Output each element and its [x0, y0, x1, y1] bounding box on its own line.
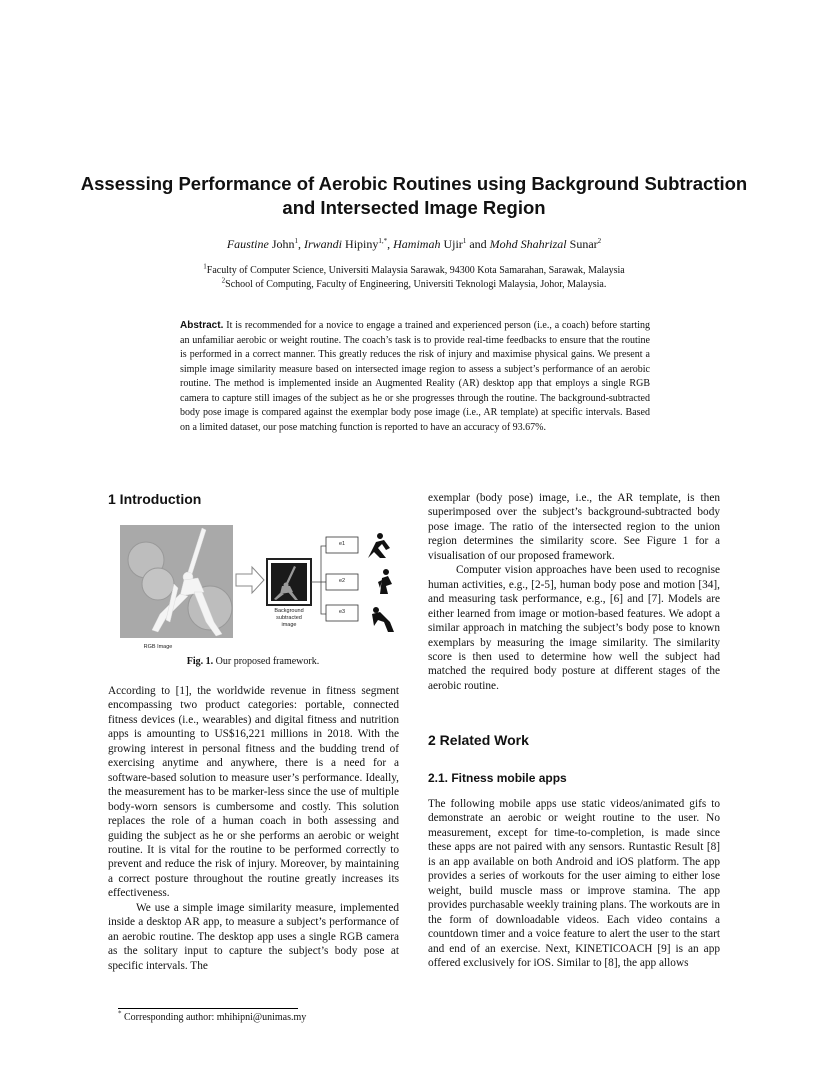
abstract-text: It is recommended for a novice to engage a trained and experienced person (i.e., a coach) before starting an unfamiliar aerobic or weight routine. The coach’s task is to provide real-time feedbacks to ensure that the routine is performed in a correct manner. This greatly reduces the risk of injury and maximise physical gains. We present a simple image similarity measure based on intersected image region to assess a subject’s performance of an aerobic routine. The method is implemented inside an Augmented Reality (AR) desktop app that employs a single RGB camera to capture still images of the subject as he or she progresses through the routine. The background-subtracted body pose image is compared against the exemplar body pose image (i.e., AR template) at specific intervals. Based on a limited dataset, our pose matching function is reported to have an accuracy of 93.67%. [180, 320, 651, 433]
section-heading-related-work: 2 Related Work [428, 732, 529, 748]
paragraph: exemplar (body pose) image, i.e., the AR template, is then superimposed over the subject’s background-subtracted body pose image. The ratio of the intersected region to the union region determines the similarity score. See Figure 1 for a visualisation of our proposed framework. [428, 492, 720, 562]
author-separator: and [466, 237, 490, 251]
paragraph: The following mobile apps use static videos/animated gifs to demonstrate an aerobic or weight routine to the user. No measurement, except for time-to-completion, is made since these apps are not paired with any sensors. Runtastic Result [8] is an app available on both Android and iOS platform. The app provides a series of workouts for the user aiming to either lose weight, build muscle mass or improve stamina. The app provides purchasable weekly training plans. The workouts are in the form of downloadable videos. Each video contains a countdown timer and a voice feature to alert the user to the start and end of an exercise. Next, KINETICOACH [9] is an app offered exclusively for iOS. Similar to [8], the app allows [428, 798, 720, 969]
author-last-name: Sunar [569, 237, 598, 251]
yoga-pose-icon-2 [378, 569, 392, 594]
author-separator: , [387, 237, 394, 251]
footnote [118, 1009, 307, 1023]
paragraph: We use a simple image similarity measure, implemented inside a desktop AR app, to measure a subject’s performance of an aerobic routine. The desktop app uses a single RGB camera as the solitary input to capture the subject’s body pose at specific intervals. The [108, 901, 399, 972]
author-last-name: Ujir [443, 237, 463, 251]
exemplar-label: e2 [338, 578, 346, 584]
footnote-text: Corresponding author: mhihipni@unimas.my [121, 1012, 307, 1023]
figure-caption [108, 656, 398, 667]
affiliations [80, 264, 748, 292]
caption-text: Our proposed framework. [213, 656, 320, 667]
author-affiliation-mark: 1 [294, 237, 299, 245]
framework-diagram [118, 522, 408, 652]
affiliation-mark: 1 [203, 262, 207, 271]
paper-title: Assessing Performance of Aerobic Routines using Background Subtraction and Intersected Image Region [80, 173, 748, 218]
bg-circle-shape [142, 568, 174, 600]
bg-subtracted-label [264, 608, 314, 629]
author-last-name: Hipiny [345, 237, 379, 251]
footnote-rule [118, 1008, 298, 1009]
figure-1 [118, 522, 408, 652]
arrow-icon [236, 567, 264, 593]
author-affiliation-mark: 2 [597, 237, 602, 245]
exemplar-label: e1 [338, 541, 346, 547]
affiliation-line [80, 264, 748, 278]
right-column-text-bottom [428, 797, 720, 970]
subsection-heading-fitness-apps: 2.1. Fitness mobile apps [428, 771, 567, 785]
author-list [80, 237, 748, 252]
bg-subtracted-image [271, 563, 307, 601]
bg-label-line: image [281, 622, 297, 628]
affiliation-line [80, 278, 748, 292]
left-column-text [108, 684, 399, 973]
author-separator: , [298, 237, 305, 251]
affiliation-text: Faculty of Computer Science, Universiti Malaysia Sarawak, 94300 Kota Samarahan, Sarawak, Malaysia [206, 265, 625, 276]
section-heading-introduction: 1 Introduction [108, 491, 202, 507]
paragraph: According to [1], the worldwide revenue in fitness segment encompassing two product categories: portable, connected fitness devices (i.e., wearables) and digital fitness and nutrition apps is amounting to US$16,221 millions in 2018. With the growing interest in personal fitness and the budding trend of exercising anytime and anywhere, there is a need for a software-based solution to measure user’s performance. Ideally, the measurement has to be marker-less since the use of multiple body-worn sensors is cumbersome and costly. This solution replaces the role of a human coach in both assessing and guiding the subject as he or she performs an aerobic or weight routine. It is vital for the routine to be performed correctly to prevent and reduce the risk of injury. Moreover, by maintaining a correct posture throughout the routine greatly increases its effectiveness. [108, 685, 399, 900]
abstract-label: Abstract. [180, 320, 224, 331]
right-column-text-top [428, 491, 720, 693]
affiliation-text: School of Computing, Faculty of Engineering, Universiti Teknologi Malaysia, Johor, Malaysia. [225, 279, 607, 290]
author-first-name: Mohd Shahrizal [489, 237, 567, 251]
author-first-name: Irwandi [304, 237, 343, 251]
abstract [180, 319, 650, 435]
exemplar-label: e3 [338, 609, 346, 615]
author-first-name: Faustine [226, 237, 269, 251]
connector-lines [311, 546, 326, 614]
bg-label-line: subtracted [276, 615, 302, 621]
author-affiliation-mark: 1 [462, 237, 467, 245]
caption-label: Fig. 1. [186, 656, 214, 667]
affiliation-mark: 2 [221, 276, 226, 285]
author-affiliation-mark: 1,* [378, 237, 388, 245]
author-first-name: Hamimah [393, 237, 441, 251]
bg-label-line: Background [274, 608, 304, 614]
footnote-mark: * [118, 1009, 122, 1018]
yoga-pose-icon-1 [368, 533, 390, 558]
author-last-name: John [271, 237, 295, 251]
rgb-image-label: RGB Image [143, 644, 173, 650]
paragraph: Computer vision approaches have been used to recognise human activities, e.g., [2-5], human body pose and motion [34], and measuring task performance, e.g., [6] and [7]. Models are either learned from image or motion-based features. We adopt a similar approach in matching the subject’s body pose to known exemplars by measuring the image similarity. The similarity score is then used to determine how well the subject had matched the required body posture at different stages of the aerobic routine. [428, 564, 720, 692]
yoga-pose-icon-3 [372, 607, 394, 632]
